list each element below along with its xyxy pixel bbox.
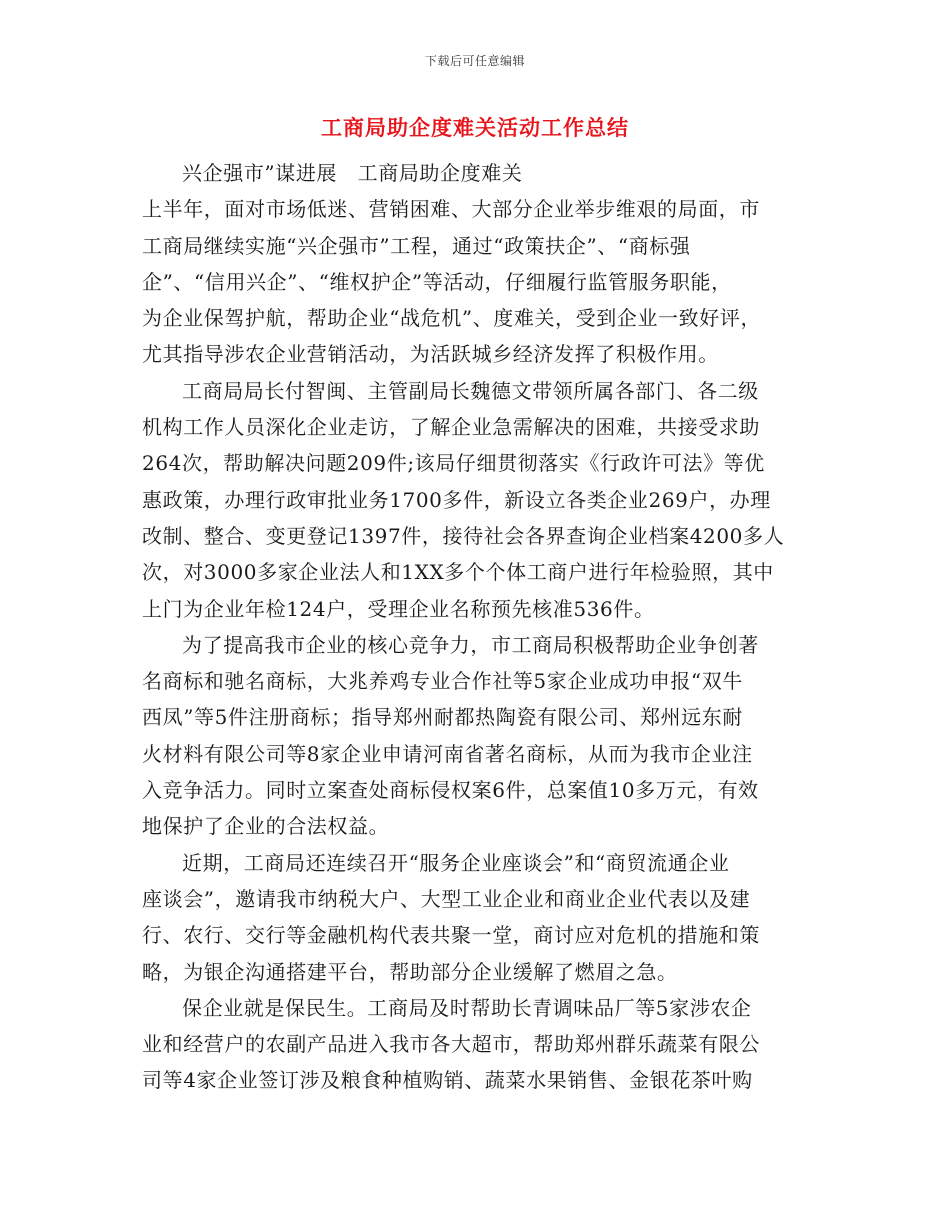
paragraph-3 — [142, 627, 810, 845]
paragraph-1 — [142, 191, 810, 372]
paragraph-line: 西凤”等5件注册商标；指导郑州耐都热陶瓷有限公司、郑州远东耐 — [142, 705, 743, 730]
paragraph-line: 名商标和驰名商标，大兆养鸡专业合作社等5家企业成功申报“双牛 — [142, 669, 743, 694]
paragraph-line: 保企业就是保民生。工商局及时帮助长青调味品厂等5家涉农企 — [182, 995, 752, 1020]
paragraph-line: 近期，工商局还连续召开“服务企业座谈会”和“商贸流通企业 — [182, 850, 730, 875]
paragraph-line: 火材料有限公司等8家企业申请河南省著名商标，从而为我市企业注 — [142, 741, 753, 766]
document-title: 工商局助企度难关活动工作总结 — [321, 115, 629, 140]
paragraph-line: 为了提高我市企业的核心竞争力，市工商局积极帮助企业争创著 — [182, 632, 759, 657]
paragraph-line: 264次，帮助解决问题209件;该局仔细贯彻落实《行政许可法》等优 — [142, 451, 765, 476]
paragraph-line: 企”、“信用兴企”、“维权护企”等活动，仔细履行监管服务职能， — [142, 269, 732, 294]
paragraph-line: 为企业保驾护航，帮助企业“战危机”、度难关，受到企业一致好评， — [142, 306, 762, 331]
paragraph-5 — [142, 990, 810, 1099]
paragraph-line: 司等4家企业签订涉及粮食种植购销、蔬菜水果销售、金银花茶叶购 — [142, 1068, 753, 1093]
paragraph-line: 行、农行、交行等金融机构代表共聚一堂，商讨应对危机的措施和策 — [142, 923, 760, 948]
paragraph-line: 上门为企业年检124户，受理企业名称预先核准536件。 — [142, 596, 655, 621]
document-subtitle: 兴企强市”谋进展 工商局助企度难关 — [182, 161, 523, 185]
paragraph-4 — [142, 845, 810, 990]
paragraph-line: 改制、整合、变更登记1397件，接待社会各界查询企业档案4200多人 — [142, 523, 785, 548]
paragraph-line: 座谈会”，邀请我市纳税大户、大型工业企业和商业企业代表以及建 — [142, 886, 751, 911]
paragraph-line: 惠政策，办理行政审批业务1700多件，新设立各类企业269户，办理 — [142, 487, 771, 512]
paragraph-line: 尤其指导涉农企业营销活动，为活跃城乡经济发挥了积极作用。 — [142, 342, 719, 367]
paragraph-line: 上半年，面对市场低迷、营销困难、大部分企业举步维艰的局面，市 — [142, 197, 760, 222]
paragraph-line: 工商局继续实施“兴企强市”工程，通过“政策扶企”、“商标强 — [142, 233, 691, 258]
paragraph-line: 地保护了企业的合法权益。 — [142, 814, 390, 839]
paragraph-line: 入竞争活力。同时立案查处商标侵权案6件，总案值10多万元，有效 — [142, 778, 759, 803]
paragraph-line: 机构工作人员深化企业走访，了解企业急需解决的困难，共接受求助 — [142, 415, 760, 440]
paragraph-line: 工商局局长付智闽、主管副局长魏德文带领所属各部门、各二级 — [182, 378, 759, 403]
paragraph-line: 次，对3000多家企业法人和1XX多个个体工商户进行年检验照，其中 — [142, 560, 774, 585]
paragraph-line: 业和经营户的农副产品进入我市各大超市，帮助郑州群乐蔬菜有限公 — [142, 1032, 760, 1057]
document-body — [142, 155, 810, 1099]
paragraph-line: 略，为银企沟通搭建平台，帮助部分企业缓解了燃眉之急。 — [142, 959, 678, 984]
paragraph-2 — [142, 373, 810, 627]
page-header-note: 下载后可任意编辑 — [424, 54, 525, 68]
